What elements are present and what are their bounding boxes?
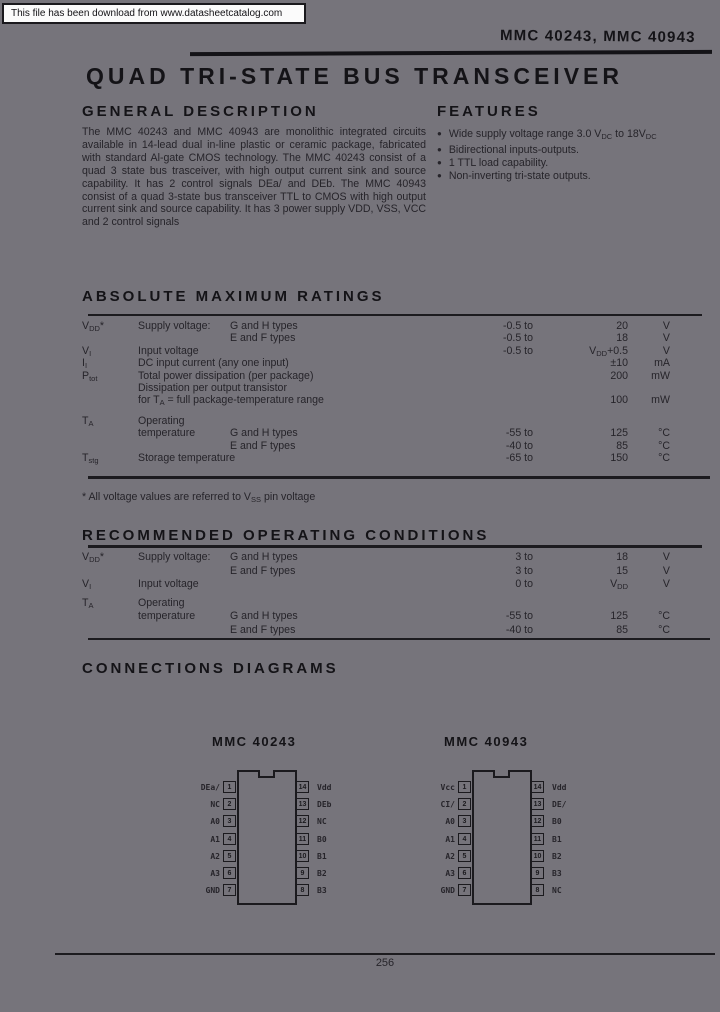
type-cell: E and F types — [230, 332, 296, 345]
parameter-cell: Total power dissipation (per package) — [138, 369, 314, 382]
pin-box: 10 — [296, 850, 309, 862]
pin-label: A1 — [445, 835, 455, 844]
symbol-cell: $V_{DD}*$ — [82, 551, 105, 564]
pin-box: 10 — [531, 850, 544, 862]
unit-cell: °C — [658, 439, 670, 452]
parameter-cell: Operating — [138, 414, 185, 427]
chip-body — [237, 770, 297, 905]
pin-box: 11 — [531, 833, 544, 845]
symbol-cell: $V_I$ — [82, 578, 92, 592]
pin-label: GND — [205, 886, 220, 895]
pin-label: B2 — [317, 869, 327, 878]
general-description-heading: GENERAL DESCRIPTION — [82, 103, 319, 120]
bullet-icon: ● — [437, 144, 442, 154]
pin-label: B1 — [317, 852, 327, 861]
pinout-diagram-mmc40243 — [195, 770, 355, 910]
table-row — [82, 565, 706, 579]
connections-diagrams-heading: CONNECTIONS DIAGRAMS — [82, 660, 339, 677]
unit-cell: °C — [658, 427, 670, 440]
value-cell: 125 — [610, 610, 628, 623]
value-cell: 85 — [616, 623, 628, 636]
pin-label: A0 — [210, 817, 220, 826]
pin-label: A2 — [210, 852, 220, 861]
feature-item — [437, 144, 709, 157]
pin-box: 7 — [458, 884, 471, 896]
range-cell: 3 to — [515, 564, 533, 577]
unit-cell: V — [662, 332, 670, 345]
table-row — [82, 452, 706, 464]
pin-box: 5 — [223, 850, 236, 862]
table-row — [82, 320, 706, 332]
pin-label: A1 — [210, 835, 220, 844]
table-row — [82, 415, 706, 427]
table-row — [82, 610, 706, 624]
absolute-maximum-ratings-table — [82, 320, 706, 464]
feature-item — [437, 128, 709, 144]
pin-box: 6 — [458, 867, 471, 879]
pin-label: A3 — [445, 869, 455, 878]
type-cell: G and H types — [230, 320, 298, 332]
features-heading: FEATURES — [437, 103, 541, 120]
unit-cell: °C — [658, 610, 670, 623]
chip-notch — [258, 770, 275, 778]
pin-label: Vdd — [552, 783, 567, 792]
bullet-icon: ● — [437, 157, 442, 167]
unit-cell: V — [662, 344, 670, 357]
value-cell: ±10 — [610, 357, 628, 370]
pin-box: 13 — [531, 798, 544, 810]
page-number: 256 — [375, 957, 395, 969]
pin-box: 12 — [296, 815, 309, 827]
pin-box: 1 — [223, 781, 236, 793]
type-cell: E and F types — [230, 564, 296, 577]
pin-label: Vcc — [440, 783, 455, 792]
chip-body — [472, 770, 532, 905]
footer-rule — [55, 953, 715, 955]
pin-box: 3 — [458, 815, 471, 827]
feature-item — [437, 170, 709, 183]
pin-box: 6 — [223, 867, 236, 879]
range-cell: 0 to — [515, 578, 533, 591]
value-cell: $V_{DD}+0.5$ — [589, 344, 628, 358]
type-cell: G and H types — [230, 610, 298, 623]
type-cell: E and F types — [230, 623, 296, 636]
value-cell: 18 — [616, 551, 628, 563]
range-cell: -0.5 to — [502, 332, 533, 345]
pin-label: B3 — [317, 886, 327, 895]
symbol-cell: $V_I$ — [82, 344, 92, 358]
type-cell: G and H types — [230, 427, 298, 440]
parameter-cell: temperature — [138, 610, 196, 623]
chip-title-mmc40243: MMC 40243 — [212, 734, 297, 749]
parameter-cell: Supply voltage: — [138, 320, 211, 332]
range-cell: 3 to — [515, 551, 533, 563]
value-cell: 200 — [610, 369, 628, 382]
pin-box: 2 — [223, 798, 236, 810]
pin-box: 9 — [531, 867, 544, 879]
pin-box: 13 — [296, 798, 309, 810]
unit-cell: mA — [654, 357, 670, 370]
pin-label: B1 — [552, 835, 562, 844]
unit-cell: mW — [651, 369, 670, 382]
value-cell: 20 — [616, 320, 628, 332]
unit-cell: °C — [658, 451, 670, 464]
table-rule — [88, 476, 710, 479]
recommended-operating-conditions-table — [82, 551, 706, 638]
pin-box: 8 — [531, 884, 544, 896]
type-cell: E and F types — [230, 439, 296, 452]
parameter-cell: Supply voltage: — [138, 551, 211, 563]
pin-box: 5 — [458, 850, 471, 862]
value-cell: 15 — [616, 564, 628, 577]
table-row — [82, 345, 706, 357]
chip-title-mmc40943: MMC 40943 — [444, 734, 529, 749]
pin-box: 8 — [296, 884, 309, 896]
parameter-cell: Storage temperature — [138, 451, 236, 464]
range-cell: -55 to — [505, 427, 533, 440]
table-row — [82, 427, 706, 439]
table-row — [82, 382, 706, 394]
value-cell: 85 — [616, 439, 628, 452]
pin-box: 2 — [458, 798, 471, 810]
pin-box: 9 — [296, 867, 309, 879]
value-cell: 150 — [610, 451, 628, 464]
symbol-cell: $T_{stg}$ — [82, 451, 99, 465]
unit-cell: °C — [658, 623, 670, 636]
pin-label: DEa/ — [200, 783, 220, 792]
pin-box: 4 — [223, 833, 236, 845]
table-row — [82, 624, 706, 638]
value-cell: 18 — [616, 332, 628, 345]
feature-item — [437, 157, 709, 170]
general-description-body: The MMC 40243 and MMC 40943 are monolithic integrated circuits available in 14-lead dual in-line plastic or ceramic package, fabricated with standard Al-gate CMOS technology. The MMC 40243 consist of a quad 3 state bus trasceiver, with high output current sink and source capability. It has 2 control signals DEa/ and DEb. The MMC 40943 consist of a quad 3-state bus transceiver TTL to CMOS with high output current sink and source capability. It has 3 power supply VDD, VSS, VCC and 2 control signals — [82, 126, 426, 229]
table-row — [82, 370, 706, 382]
feature-text: Wide supply voltage range 3.0 $V_{DC}$ to $18V_{DC}$ — [448, 128, 657, 141]
table-rule — [88, 314, 702, 316]
range-cell: -0.5 to — [502, 320, 533, 332]
pin-label: A2 — [445, 852, 455, 861]
parameter-cell: Input voltage — [138, 344, 199, 357]
pin-label: CI/ — [440, 800, 455, 809]
range-cell: -40 to — [505, 439, 533, 452]
bullet-icon: ● — [437, 129, 442, 138]
value-cell: 125 — [610, 427, 628, 440]
table-rule — [88, 545, 702, 548]
unit-cell: V — [662, 551, 670, 563]
features-list — [437, 128, 709, 183]
unit-cell: mW — [651, 394, 670, 407]
type-cell: G and H types — [230, 551, 298, 563]
table-row — [82, 332, 706, 344]
symbol-cell: $I_I$ — [82, 357, 88, 371]
value-cell: 100 — [610, 394, 628, 407]
pin-box: 14 — [296, 781, 309, 793]
feature-text: 1 TTL load capability. — [448, 156, 549, 169]
pin-box: 7 — [223, 884, 236, 896]
unit-cell: V — [662, 564, 670, 577]
parameter-cell: for $T_A$ = full package-temperature range — [138, 394, 324, 408]
pin-label: A3 — [210, 869, 220, 878]
table-row — [82, 551, 706, 565]
range-cell: -55 to — [505, 610, 533, 623]
part-number-header: MMC 40243, MMC 40943 — [500, 26, 697, 47]
pin-label: A0 — [445, 817, 455, 826]
pin-box: 14 — [531, 781, 544, 793]
pin-label: NC — [210, 800, 220, 809]
table-row — [82, 578, 706, 592]
unit-cell: V — [662, 578, 670, 591]
range-cell: -65 to — [505, 451, 533, 464]
recommended-operating-conditions-heading: RECOMMENDED OPERATING CONDITIONS — [82, 527, 490, 544]
range-cell: -0.5 to — [502, 344, 533, 357]
pin-box: 1 — [458, 781, 471, 793]
pinout-diagram-mmc40943 — [430, 770, 590, 910]
parameter-cell: Operating — [138, 596, 185, 609]
table-row — [82, 357, 706, 369]
absolute-maximum-ratings-heading: ABSOLUTE MAXIMUM RATINGS — [82, 288, 385, 305]
pin-box: 12 — [531, 815, 544, 827]
pin-label: DE/ — [552, 800, 567, 809]
pin-label: Vdd — [317, 783, 332, 792]
banner-text: This file has been download from www.datasheetcatalog.com — [11, 8, 283, 19]
voltage-footnote: * All voltage values are referred to $V_{SS}$ pin voltage — [82, 491, 316, 504]
table-rule — [88, 638, 710, 640]
pin-box: 3 — [223, 815, 236, 827]
chip-notch — [493, 770, 510, 778]
unit-cell: V — [662, 320, 670, 332]
symbol-cell: $T_A$ — [82, 596, 94, 610]
pin-box: 11 — [296, 833, 309, 845]
symbol-cell: $P_{tot}$ — [82, 369, 98, 383]
table-row — [82, 394, 706, 406]
range-cell: -40 to — [505, 623, 533, 636]
pin-label: NC — [552, 886, 562, 895]
parameter-cell: Input voltage — [138, 578, 199, 591]
feature-text: Non-inverting tri-state outputs. — [448, 169, 591, 182]
bullet-icon: ● — [437, 170, 442, 180]
pin-label: B2 — [552, 852, 562, 861]
parameter-cell: temperature — [138, 427, 196, 440]
pin-box: 4 — [458, 833, 471, 845]
value-cell: $V_{DD}$ — [610, 578, 628, 592]
header-rule — [190, 50, 712, 56]
pin-label: GND — [440, 886, 455, 895]
symbol-cell: $T_A$ — [82, 414, 94, 428]
table-row — [82, 597, 706, 611]
pin-label: B0 — [552, 817, 562, 826]
table-row — [82, 440, 706, 452]
page-title: QUAD TRI-STATE BUS TRANSCEIVER — [86, 63, 623, 89]
pin-label: DEb — [317, 800, 332, 809]
pin-label: B0 — [317, 835, 327, 844]
parameter-cell: DC input current (any one input) — [138, 357, 289, 370]
parameter-cell: Dissipation per output transistor — [138, 381, 287, 394]
pin-label: B3 — [552, 869, 562, 878]
pin-label: NC — [317, 817, 327, 826]
feature-text: Bidirectional inputs-outputs. — [448, 143, 579, 156]
symbol-cell: $V_{DD}*$ — [82, 320, 105, 333]
download-banner — [2, 3, 306, 24]
